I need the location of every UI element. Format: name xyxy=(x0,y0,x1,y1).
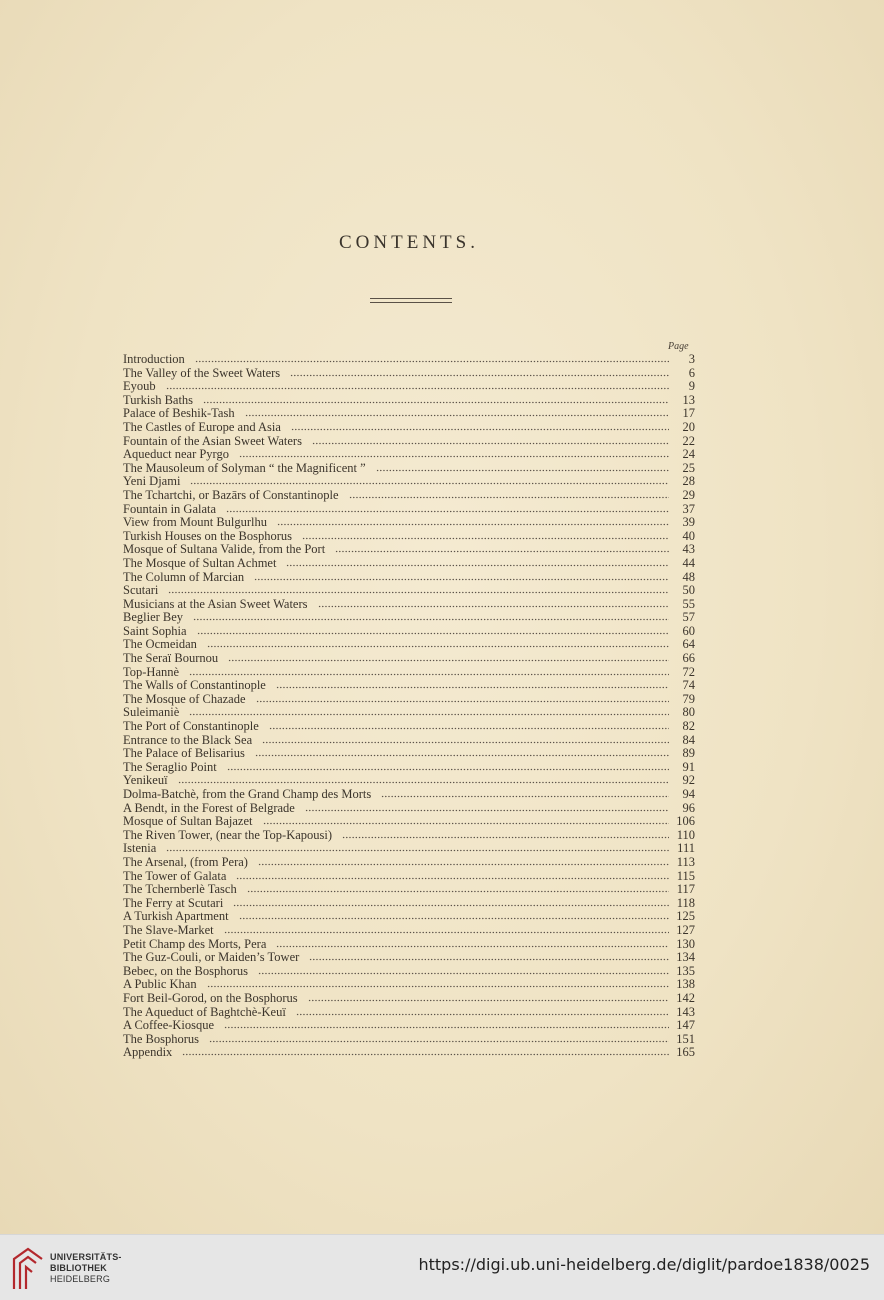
dot-leader xyxy=(209,1034,669,1043)
contents-entry xyxy=(123,992,695,1006)
entry-page-number: 9 xyxy=(688,379,695,394)
contents-entry xyxy=(123,802,695,816)
entry-title: The Castles of Europe and Asia xyxy=(123,419,281,434)
entry-page-number: 113 xyxy=(676,854,695,869)
entry-title: A Public Khan xyxy=(123,977,197,992)
contents-entry xyxy=(123,652,695,666)
viewer-footer xyxy=(0,1234,884,1300)
entry-title: Top-Hannè xyxy=(123,664,180,679)
dot-leader xyxy=(168,585,669,594)
entry-title: The Guz-Couli, or Maiden’s Tower xyxy=(123,950,300,965)
entry-title: Fountain in Galata xyxy=(123,501,217,516)
entry-title: Dolma-Batchè, from the Grand Champ des Morts xyxy=(123,787,372,801)
dot-leader xyxy=(318,599,670,608)
dot-leader xyxy=(166,843,669,852)
contents-entry xyxy=(123,421,695,435)
contents-entry xyxy=(123,435,695,449)
entry-page-number: 115 xyxy=(676,868,695,883)
contents-entry xyxy=(123,856,695,870)
entry-page-number: 28 xyxy=(682,474,695,489)
entry-title: The Slave-Market xyxy=(123,922,214,937)
entry-page-number: 91 xyxy=(682,759,695,774)
dot-leader xyxy=(342,830,669,839)
contents-entry xyxy=(123,788,695,802)
contents-entry xyxy=(123,557,695,571)
entry-page-number: 135 xyxy=(676,963,695,978)
dot-leader xyxy=(290,368,669,377)
entry-title: Istenia xyxy=(123,841,157,856)
entry-page-number: 22 xyxy=(682,433,695,448)
contents-entry xyxy=(123,693,695,707)
dot-leader xyxy=(178,775,669,784)
contents-entry xyxy=(123,543,695,557)
entry-title: Suleimaniè xyxy=(123,705,180,720)
entry-page-number: 117 xyxy=(676,882,695,897)
contents-entry xyxy=(123,367,695,381)
entry-page-number: 127 xyxy=(676,922,695,937)
entry-title: Mosque of Sultana Valide, from the Port xyxy=(123,542,326,557)
dot-leader xyxy=(269,721,669,730)
entry-page-number: 37 xyxy=(682,501,695,516)
entry-page-number: 142 xyxy=(676,990,695,1005)
entry-page-number: 118 xyxy=(676,895,695,910)
entry-page-number: 29 xyxy=(682,487,695,502)
entry-page-number: 74 xyxy=(682,678,695,693)
dot-leader xyxy=(308,993,669,1002)
entry-title: The Ocmeidan xyxy=(123,637,197,652)
entry-page-number: 66 xyxy=(682,651,695,666)
entry-title: The Tower of Galata xyxy=(123,868,227,883)
entry-title: The Tchartchi, or Bazārs of Constantinople xyxy=(123,487,339,502)
entry-page-number: 151 xyxy=(676,1031,695,1046)
contents-entry xyxy=(123,965,695,979)
dot-leader xyxy=(256,694,669,703)
entry-page-number: 165 xyxy=(676,1045,695,1060)
entry-page-number: 55 xyxy=(682,596,695,611)
entry-page-number: 44 xyxy=(682,555,695,570)
dot-leader xyxy=(286,558,669,567)
dot-leader xyxy=(376,463,669,472)
dot-leader xyxy=(312,436,669,445)
entry-title: The Ferry at Scutari xyxy=(123,895,224,910)
entry-title: A Bendt, in the Forest of Belgrade xyxy=(123,800,295,815)
contents-entry xyxy=(123,530,695,544)
dot-leader xyxy=(302,531,669,540)
entry-title: The Aqueduct of Baghtchè-Keuï xyxy=(123,1004,286,1019)
dot-leader xyxy=(263,816,670,825)
contents-entry xyxy=(123,666,695,680)
contents-entry xyxy=(123,829,695,843)
entry-page-number: 89 xyxy=(682,746,695,761)
entry-page-number: 92 xyxy=(682,773,695,788)
entry-title: The Bosphorus xyxy=(123,1031,200,1046)
entry-title: Turkish Houses on the Bosphorus xyxy=(123,528,293,543)
entry-title: Beglier Bey xyxy=(123,610,184,625)
entry-title: Mosque of Sultan Bajazet xyxy=(123,814,253,829)
contents-entry xyxy=(123,503,695,517)
entry-page-number: 94 xyxy=(682,787,695,801)
entry-page-number: 111 xyxy=(677,841,695,856)
entry-title: Introduction xyxy=(123,352,185,366)
dot-leader xyxy=(227,762,669,771)
contents-entry xyxy=(123,584,695,598)
entry-page-number: 84 xyxy=(682,732,695,747)
entry-title: The Mosque of Sultan Achmet xyxy=(123,555,277,570)
entry-title: The Column of Marcian xyxy=(123,569,245,584)
dot-leader xyxy=(245,408,669,417)
dot-leader xyxy=(190,476,669,485)
dot-leader xyxy=(233,898,669,907)
contents-entry xyxy=(123,924,695,938)
contents-entry xyxy=(123,475,695,489)
title-rule xyxy=(370,298,452,303)
entry-page-number: 17 xyxy=(682,406,695,421)
entry-page-number: 6 xyxy=(688,365,695,380)
entry-page-number: 25 xyxy=(682,460,695,475)
entry-title: View from Mount Bulgurlhu xyxy=(123,515,268,530)
dot-leader xyxy=(239,911,669,920)
dot-leader xyxy=(197,626,669,635)
dot-leader xyxy=(189,667,669,676)
contents-entry xyxy=(123,706,695,720)
contents-entry xyxy=(123,448,695,462)
dot-leader xyxy=(291,422,669,431)
logo-line-2: BIBLIOTHEK xyxy=(50,1263,107,1273)
contents-entry xyxy=(123,380,695,394)
entry-title: The Mosque of Chazade xyxy=(123,691,246,706)
dot-leader xyxy=(236,871,669,880)
permalink-url[interactable]: https://digi.ub.uni-heidelberg.de/diglit/pardoe1838/0025 xyxy=(418,1255,870,1274)
entry-title: Appendix xyxy=(123,1045,173,1060)
contents-entry xyxy=(123,870,695,884)
contents-entry xyxy=(123,883,695,897)
entry-page-number: 64 xyxy=(682,637,695,652)
entry-title: The Palace of Belisarius xyxy=(123,746,245,761)
dot-leader xyxy=(207,639,669,648)
dot-leader xyxy=(226,504,669,513)
contents-entry xyxy=(123,571,695,585)
contents-entry xyxy=(123,815,695,829)
contents-entry xyxy=(123,897,695,911)
dot-leader xyxy=(224,925,669,934)
dot-leader xyxy=(182,1047,669,1056)
entry-page-number: 50 xyxy=(682,583,695,598)
logo-line-3: HEIDELBERG xyxy=(50,1274,111,1284)
dot-leader xyxy=(258,966,669,975)
dot-leader xyxy=(296,1007,669,1016)
contents-entry xyxy=(123,462,695,476)
entry-page-number: 48 xyxy=(682,569,695,584)
contents-entry xyxy=(123,1006,695,1020)
university-library-logo-icon xyxy=(10,1245,46,1291)
entry-title: Musicians at the Asian Sweet Waters xyxy=(123,596,308,611)
entry-page-number: 13 xyxy=(682,392,695,407)
entry-title: The Valley of the Sweet Waters xyxy=(123,365,281,380)
dot-leader xyxy=(166,381,669,390)
contents-entry xyxy=(123,734,695,748)
entry-page-number: 82 xyxy=(682,719,695,734)
entry-page-number: 3 xyxy=(688,352,695,366)
entry-title: A Turkish Apartment xyxy=(123,909,229,924)
dot-leader xyxy=(255,748,669,757)
contents-entry xyxy=(123,1019,695,1033)
entry-page-number: 39 xyxy=(682,515,695,530)
contents-entry xyxy=(123,910,695,924)
entry-title: A Coffee-Kiosque xyxy=(123,1018,215,1033)
entry-title: Entrance to the Black Sea xyxy=(123,732,253,747)
contents-entry xyxy=(123,679,695,693)
entry-title: The Seraglio Point xyxy=(123,759,217,774)
entry-title: Aqueduct near Pyrgo xyxy=(123,447,229,462)
entry-title: Yeni Djami xyxy=(123,474,181,489)
entry-page-number: 110 xyxy=(676,827,695,842)
entry-page-number: 147 xyxy=(676,1018,695,1033)
contents-entry xyxy=(123,951,695,965)
entry-title: Palace of Beshik-Tash xyxy=(123,406,235,421)
entry-page-number: 80 xyxy=(682,705,695,720)
entry-title: The Arsenal, (from Pera) xyxy=(123,854,248,869)
contents-entry xyxy=(123,842,695,856)
dot-leader xyxy=(277,517,669,526)
contents-entry xyxy=(123,394,695,408)
entry-title: The Tchernberlè Tasch xyxy=(123,882,237,897)
entry-page-number: 20 xyxy=(682,419,695,434)
dot-leader xyxy=(228,653,669,662)
entry-page-number: 40 xyxy=(682,528,695,543)
dot-leader xyxy=(258,857,669,866)
entry-title: Eyoub xyxy=(123,379,156,394)
entry-page-number: 138 xyxy=(676,977,695,992)
entry-page-number: 106 xyxy=(676,814,695,829)
entry-page-number: 72 xyxy=(682,664,695,679)
contents-entry xyxy=(123,774,695,788)
entry-title: The Walls of Constantinople xyxy=(123,678,266,693)
entry-page-number: 96 xyxy=(682,800,695,815)
contents-entry xyxy=(123,516,695,530)
dot-leader xyxy=(309,952,669,961)
dot-leader xyxy=(207,979,669,988)
contents-entry xyxy=(123,489,695,503)
entry-title: The Port of Constantinople xyxy=(123,719,259,734)
contents-entry xyxy=(123,978,695,992)
entry-title: The Riven Tower, (near the Top-Kapousi) xyxy=(123,827,333,842)
entry-page-number: 125 xyxy=(676,909,695,924)
entry-page-number: 134 xyxy=(676,950,695,965)
library-logo-text xyxy=(50,1252,122,1285)
contents-entry xyxy=(123,611,695,625)
entry-page-number: 130 xyxy=(676,936,695,951)
page-column-label: Page xyxy=(668,341,689,352)
logo-line-1: UNIVERSITÄTS- xyxy=(50,1252,122,1262)
dot-leader xyxy=(335,544,669,553)
contents-entry xyxy=(123,638,695,652)
entry-title: Petit Champ des Morts, Pera xyxy=(123,936,267,951)
contents-entry xyxy=(123,720,695,734)
contents-entry xyxy=(123,938,695,952)
dot-leader xyxy=(276,939,669,948)
contents-entry xyxy=(123,353,695,367)
entry-page-number: 24 xyxy=(682,447,695,462)
entry-page-number: 57 xyxy=(682,610,695,625)
dot-leader xyxy=(262,735,669,744)
contents-entry xyxy=(123,1046,695,1060)
entry-title: Fort Beil-Gorod, on the Bosphorus xyxy=(123,990,298,1005)
dot-leader xyxy=(195,354,669,363)
dot-leader xyxy=(203,395,669,404)
dot-leader xyxy=(349,490,670,499)
dot-leader xyxy=(305,803,669,812)
entry-page-number: 79 xyxy=(682,691,695,706)
dot-leader xyxy=(224,1020,669,1029)
entry-title: Turkish Baths xyxy=(123,392,194,407)
contents-entry xyxy=(123,1033,695,1047)
entry-title: Scutari xyxy=(123,583,159,598)
page-title: CONTENTS. xyxy=(339,232,479,253)
dot-leader xyxy=(247,884,669,893)
contents-entry xyxy=(123,407,695,421)
entry-page-number: 143 xyxy=(676,1004,695,1019)
contents-entry xyxy=(123,747,695,761)
entry-title: The Mausoleum of Solyman “ the Magnificent ” xyxy=(123,460,366,475)
dot-leader xyxy=(276,680,669,689)
entry-title: Bebec, on the Bosphorus xyxy=(123,963,248,978)
dot-leader xyxy=(189,707,669,716)
dot-leader xyxy=(381,789,669,798)
contents-entry xyxy=(123,625,695,639)
contents-entry xyxy=(123,598,695,612)
entry-page-number: 60 xyxy=(682,623,695,638)
entry-page-number: 43 xyxy=(682,542,695,557)
contents-entry xyxy=(123,761,695,775)
entry-title: Saint Sophia xyxy=(123,623,187,638)
entry-title: The Seraï Bournou xyxy=(123,651,219,666)
entry-title: Yenikeuï xyxy=(123,773,168,788)
dot-leader xyxy=(193,612,669,621)
dot-leader xyxy=(254,572,669,581)
contents-list xyxy=(123,353,695,1060)
dot-leader xyxy=(239,449,669,458)
entry-title: Fountain of the Asian Sweet Waters xyxy=(123,433,302,448)
